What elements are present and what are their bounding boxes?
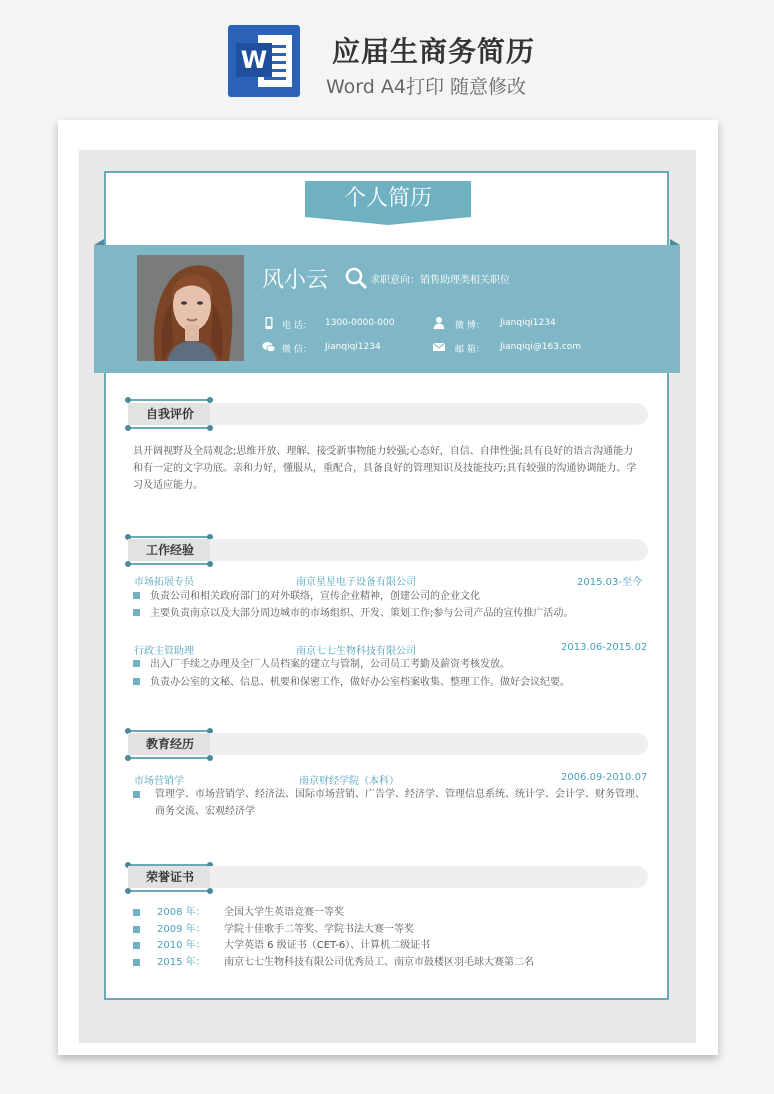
rule-dot <box>207 755 213 761</box>
job-position: 行政主管助理 <box>134 646 194 657</box>
honor-year: 2015 年： <box>157 957 206 968</box>
weibo-label: 微 博： <box>455 321 485 331</box>
phone-value: 1300-0000-000 <box>325 318 395 328</box>
job-duty: 出入厂手续之办理及全厂人员档案的建立与管制，公司员工考勤及薪资考核发放。 <box>133 656 645 673</box>
section-rule-top <box>128 536 210 538</box>
job-company: 南京七七生物科技有限公司 <box>296 646 416 657</box>
search-icon <box>344 266 368 290</box>
phone-icon <box>262 316 276 330</box>
section-rule-bottom <box>128 757 210 759</box>
person-icon <box>432 316 446 330</box>
section-rule-bottom <box>128 427 210 429</box>
word-app-icon <box>228 25 300 97</box>
bullet-square <box>133 678 140 685</box>
section-heading: 荣誉证书 <box>128 866 210 888</box>
section-rule-bottom <box>128 890 210 892</box>
word-logo-letter: W <box>236 43 272 77</box>
bullet-square <box>133 660 140 667</box>
self-eval-text: 具开阔视野及全局观念;思维开放、理解、接受新事物能力较强;心态好，自信、自律性强;具有良好的语言沟通能力和有一定的文字功底。亲和力好，懂服从，重配合，具备良好的管理知识及技能技巧;具有较强的沟通协调能力、学习及适应能力。 <box>133 446 637 491</box>
rule-dot <box>125 755 131 761</box>
email-label: 邮 箱： <box>455 345 485 355</box>
rule-dot <box>207 425 213 431</box>
section-heading: 教育经历 <box>128 733 210 755</box>
section-self-eval <box>128 403 648 425</box>
wechat-value: Jianqiqi1234 <box>325 342 381 352</box>
resume-title: 个人简历 <box>305 181 471 217</box>
job-duty: 负责公司和相关政府部门的对外联络，宣传企业精神，创建公司的企业文化 <box>133 588 645 605</box>
bullet-square <box>133 959 140 966</box>
wechat-label: 微 信： <box>282 345 312 355</box>
mail-icon <box>432 340 446 354</box>
section-rule-top <box>128 399 210 401</box>
banner-subtitle: Word A4打印 随意修改 <box>326 76 527 98</box>
phone-label: 电 话： <box>282 321 312 331</box>
candidate-name: 风小云 <box>262 268 329 293</box>
job-period: 2013.06-2015.02 <box>561 642 648 653</box>
edu-school: 南京财经学院（本科） <box>299 776 399 787</box>
rule-dot <box>125 425 131 431</box>
rule-dot <box>125 561 131 567</box>
bullet-square <box>133 926 140 933</box>
honor-text: 学院十佳歌手二等奖、学院书法大赛一等奖 <box>224 924 414 935</box>
section-heading: 工作经验 <box>128 539 210 561</box>
email-value: Jianqiqi@163.com <box>500 342 582 352</box>
wechat-icon <box>262 340 276 354</box>
job-company: 南京星星电子设备有限公司 <box>296 577 416 588</box>
section-work <box>128 539 648 561</box>
bullet-square <box>133 942 140 949</box>
job-intent: 求职意向：销售助理类相关职位 <box>370 275 510 286</box>
rule-dot <box>207 888 213 894</box>
honor-year: 2009 年： <box>157 924 206 935</box>
honor-text: 大学英语 6 级证书（CET-6）、计算机二级证书 <box>224 940 431 951</box>
profile-photo <box>137 255 244 361</box>
section-honors <box>128 866 648 888</box>
bullet-square <box>133 592 140 599</box>
honor-year: 2010 年： <box>157 940 206 951</box>
honor-text: 全国大学生英语竞赛一等奖 <box>224 907 344 918</box>
job-duty: 负责办公室的文秘、信息、机要和保密工作，做好办公室档案收集、整理工作。做好会议纪要。 <box>133 674 645 691</box>
rule-dot <box>125 888 131 894</box>
edu-period: 2006.09-2010.07 <box>561 772 648 783</box>
edu-courses: 管理学、市场营销学、经济法、国际市场营销、广告学、经济学、管理信息系统、统计学、会计学、财务管理、商务交流、宏观经济学 <box>133 786 645 820</box>
honor-year: 2008 年： <box>157 907 206 918</box>
bullet-square <box>133 909 140 916</box>
banner-title: 应届生商务简历 <box>332 35 536 68</box>
banner <box>0 24 774 104</box>
edu-major: 市场营销学 <box>134 776 184 787</box>
honor-text: 南京七七生物科技有限公司优秀员工、南京市鼓楼区羽毛球大赛第二名 <box>224 957 534 968</box>
job-duty: 主要负责南京以及大部分周边城市的市场组织、开发、策划工作;参与公司产品的宣传推广活动。 <box>133 605 645 622</box>
weibo-value: Jianqiqi1234 <box>500 318 556 328</box>
section-education <box>128 733 648 755</box>
section-rule-bottom <box>128 563 210 565</box>
section-rule-top <box>128 730 210 732</box>
bullet-square <box>133 609 140 616</box>
section-heading: 自我评价 <box>128 403 210 425</box>
job-period: 2015.03-至今 <box>577 577 642 588</box>
rule-dot <box>207 561 213 567</box>
bullet-square <box>133 791 140 798</box>
job-position: 市场拓展专员 <box>134 577 194 588</box>
